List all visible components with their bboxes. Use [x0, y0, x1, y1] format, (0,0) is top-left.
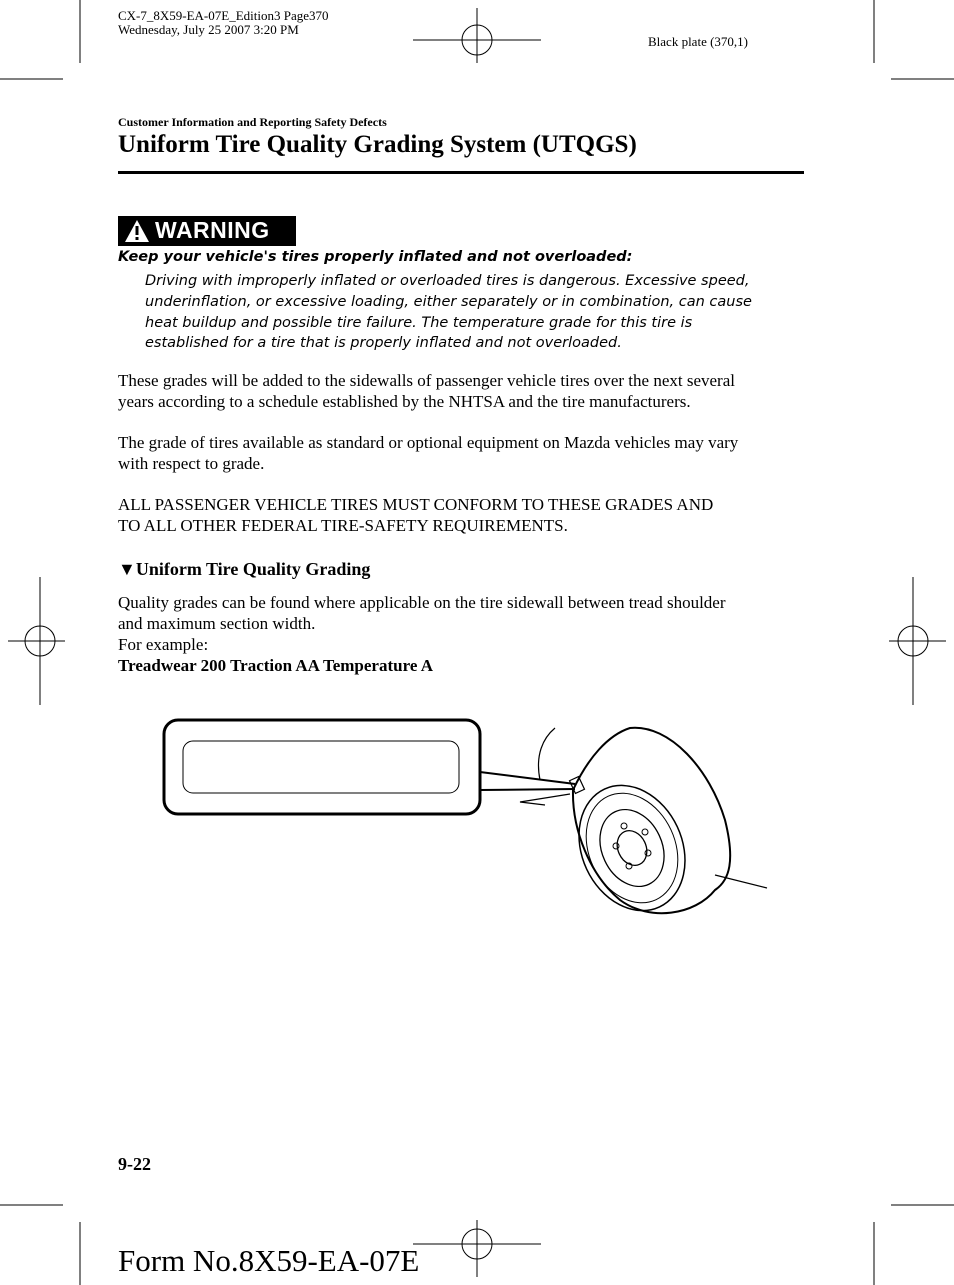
form-number: Form No.8X59-EA-07E	[118, 1243, 420, 1278]
header-file-line: CX-7_8X59-EA-07E_Edition3 Page370	[118, 8, 329, 23]
warning-heading: Keep your vehicle's tires properly inflated and not overloaded:	[118, 249, 633, 265]
grading-example: Treadwear 200 Traction AA Temperature A	[118, 656, 433, 675]
title-rule	[118, 171, 804, 174]
label-callout-box	[164, 720, 480, 814]
sidewall-grade-marking	[570, 777, 585, 794]
header-date-line: Wednesday, July 25 2007 3:20 PM	[118, 22, 299, 37]
paragraph-line: TO ALL OTHER FEDERAL TIRE-SAFETY REQUIREMENTS.	[118, 516, 568, 535]
tire-sidewall-illustration	[150, 710, 780, 925]
warning-label: WARNING	[155, 217, 270, 243]
subsection-body	[118, 592, 808, 676]
warning-line: Driving with improperly inflated or overloaded tires is dangerous. Excessive speed,	[145, 273, 750, 289]
header-plate: Black plate (370,1)	[648, 34, 748, 49]
paragraph-line: and maximum section width.	[118, 614, 316, 633]
warning-line: established for a tire that is properly inflated and not overloaded.	[145, 335, 622, 352]
grade-label-blank	[183, 741, 459, 793]
warning-line: heat buildup and possible tire failure. The temperature grade for this tire is	[145, 314, 693, 331]
section-label: Customer Information and Reporting Safety Defects	[118, 115, 387, 129]
subsection-title: Uniform Tire Quality Grading	[135, 559, 371, 579]
warning-triangle-icon	[124, 219, 150, 243]
paragraph-line: ALL PASSENGER VEHICLE TIRES MUST CONFORM TO THESE GRADES AND	[118, 495, 714, 514]
paragraph-line: Quality grades can be found where applicable on the tire sidewall between tread shoulder	[118, 593, 726, 612]
paragraph-line: with respect to grade.	[118, 454, 265, 473]
page-number: 9-22	[118, 1154, 151, 1174]
triangle-down-icon: ▼	[118, 559, 136, 579]
page-title: Uniform Tire Quality Grading System (UTQGS)	[118, 131, 637, 158]
paragraph-line: For example:	[118, 635, 209, 654]
warning-body	[145, 271, 805, 354]
paragraph-availability	[118, 432, 808, 474]
paragraph-grades	[118, 370, 808, 412]
paragraph-line: years according to a schedule established by the NHTSA and the tire manufacturers.	[118, 392, 691, 411]
paragraph-conform	[118, 494, 808, 536]
paragraph-line: The grade of tires available as standard or optional equipment on Mazda vehicles may vary	[118, 433, 739, 452]
warning-line: underinflation, or excessive loading, either separately or in combination, can cause	[145, 293, 752, 310]
warning-badge	[118, 216, 296, 246]
subsection-heading	[118, 559, 370, 580]
paragraph-line: These grades will be added to the sidewalls of passenger vehicle tires over the next several	[118, 371, 735, 390]
